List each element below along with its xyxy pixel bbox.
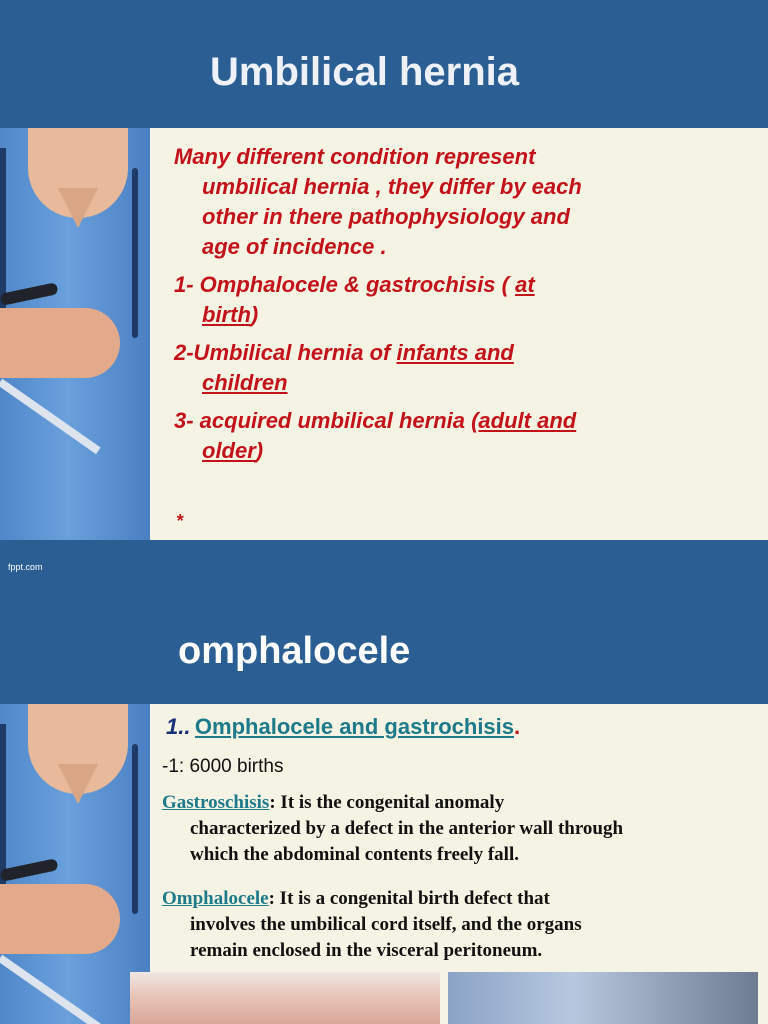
clinical-photos	[130, 972, 758, 1024]
gastroschisis-definition: Gastroschisis: It is the congenital anomaly characterized by a defect in the anterior wall through which the abdominal contents freely fall.	[162, 792, 624, 865]
slide-title: Umbilical hernia	[210, 50, 519, 94]
nurse-photo	[0, 128, 150, 540]
births-stat: -1: 6000 births	[162, 756, 284, 777]
list-item: 3- acquired umbilical hernia (adult and older)	[174, 408, 577, 463]
infant-photo	[130, 972, 440, 1024]
intro-text: Many different condition represent umbilical hernia , they differ by each other in there pathophysiology and age of incidence .	[174, 144, 582, 259]
newborn-blanket-photo	[448, 972, 758, 1024]
slide-separator	[0, 560, 768, 582]
bullet-marker: *	[176, 511, 184, 531]
section-heading: 1.. Omphalocele and gastrochisis.	[166, 714, 521, 739]
footer-brand: fppt.com	[8, 562, 43, 572]
stethoscope-icon	[132, 168, 138, 338]
slide-omphalocele	[0, 582, 768, 1024]
stethoscope-icon	[132, 744, 138, 914]
list-item: 1- Omphalocele & gastrochisis ( at birth)	[174, 272, 535, 327]
slide-title: omphalocele	[178, 630, 411, 672]
slide-content	[150, 128, 768, 540]
list-item: 2-Umbilical hernia of infants and children	[174, 340, 514, 395]
omphalocele-definition: Omphalocele: It is a congenital birth defect that involves the umbilical cord itself, and the organs remain enclosed in the visceral peritoneum.	[162, 888, 582, 961]
nurse-photo	[0, 704, 150, 1024]
